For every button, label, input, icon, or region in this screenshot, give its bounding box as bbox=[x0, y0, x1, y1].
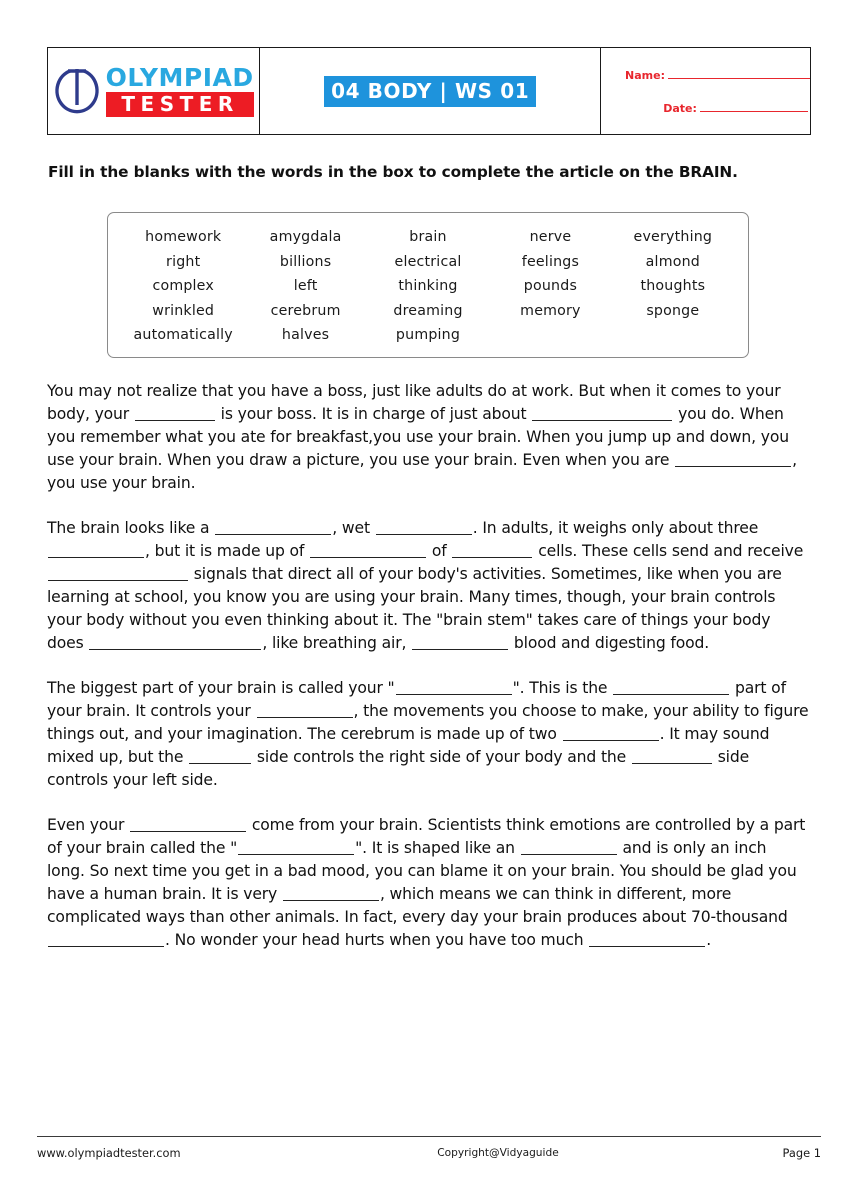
answer-blank[interactable] bbox=[452, 542, 532, 558]
answer-blank[interactable] bbox=[48, 565, 188, 581]
paragraph-text: of bbox=[427, 542, 452, 560]
paragraph-text: you do. When you remember what you ate for breakfast,you use your brain. When you jump up and down, you use your brain. When you draw a picture, you use your brain. Even when you are bbox=[47, 405, 789, 469]
paragraph-text: , the movements you choose to make, your ability to figure things out, and your imagination. The cerebrum is made up of two bbox=[47, 702, 809, 743]
date-field-row bbox=[663, 100, 808, 115]
answer-blank[interactable] bbox=[135, 405, 215, 421]
paragraph-text: . It may sound mixed up, but the bbox=[47, 725, 770, 766]
answer-blank[interactable] bbox=[215, 519, 331, 535]
paragraph-text: , you use your brain. bbox=[47, 451, 797, 492]
word-bank-item[interactable]: sponge bbox=[646, 302, 700, 319]
word-bank-item[interactable]: left bbox=[293, 278, 318, 294]
title-cell bbox=[260, 48, 601, 134]
word-bank-item[interactable]: memory bbox=[520, 302, 581, 319]
word-bank-item[interactable]: feelings bbox=[521, 253, 580, 270]
answer-blank[interactable] bbox=[613, 679, 729, 695]
word-bank-row bbox=[122, 229, 734, 245]
olympiad-circle-t-icon bbox=[54, 65, 100, 117]
date-input-line[interactable] bbox=[700, 100, 808, 112]
answer-blank[interactable] bbox=[257, 702, 353, 718]
word-bank-item[interactable]: almond bbox=[645, 253, 700, 270]
article-paragraph-1 bbox=[47, 380, 809, 495]
word-bank-item[interactable]: cerebrum bbox=[270, 302, 341, 319]
answer-blank[interactable] bbox=[48, 542, 144, 558]
paragraph-text: . No wonder your head hurts when you have too much bbox=[165, 931, 589, 949]
word-bank-item[interactable]: right bbox=[166, 253, 201, 270]
word-bank-item[interactable]: brain bbox=[409, 229, 447, 245]
word-bank-item[interactable]: halves bbox=[281, 327, 330, 343]
answer-blank[interactable] bbox=[310, 542, 426, 558]
answer-blank[interactable] bbox=[48, 931, 164, 947]
word-bank-item[interactable]: nerve bbox=[529, 229, 572, 245]
worksheet-header bbox=[47, 47, 811, 135]
paragraph-text: ". This is the bbox=[512, 679, 613, 697]
answer-blank[interactable] bbox=[412, 634, 508, 650]
word-bank-item[interactable]: amygdala bbox=[269, 229, 342, 245]
article-paragraph-4 bbox=[47, 814, 809, 952]
word-bank-row bbox=[122, 278, 734, 294]
answer-blank[interactable] bbox=[283, 885, 379, 901]
word-bank-item[interactable]: everything bbox=[633, 229, 713, 245]
paragraph-text: , wet bbox=[332, 519, 375, 537]
footer-copyright: Copyright@Vidyaguide bbox=[437, 1147, 559, 1159]
olympiad-tester-logo bbox=[54, 65, 254, 117]
paragraph-text: . In adults, it weighs only about three bbox=[472, 519, 759, 537]
paragraph-text: side controls your left side. bbox=[47, 748, 750, 789]
answer-blank[interactable] bbox=[675, 451, 791, 467]
word-bank-row bbox=[122, 254, 734, 270]
paragraph-text: is your boss. It is in charge of just about bbox=[215, 405, 532, 423]
word-bank-item bbox=[612, 327, 734, 343]
word-bank-item[interactable]: electrical bbox=[394, 253, 462, 270]
paragraph-text: part of your brain. It controls your bbox=[47, 679, 786, 720]
word-bank-item bbox=[489, 327, 611, 343]
footer-website[interactable]: www.olympiadtester.com bbox=[37, 1146, 181, 1160]
logo-cell bbox=[48, 48, 260, 134]
paragraph-text: ". It is shaped like an bbox=[355, 839, 520, 857]
answer-blank[interactable] bbox=[521, 839, 617, 855]
date-label: Date: bbox=[663, 102, 697, 115]
word-bank-box bbox=[107, 212, 749, 358]
answer-blank[interactable] bbox=[238, 839, 354, 855]
logo-tester-text: TESTER bbox=[106, 92, 254, 117]
logo-olympiad-text: OLYMPIAD bbox=[105, 63, 254, 92]
paragraph-text: , which means we can think in different, more complicated ways than other animals. In fact, every day your brain produces about 70-thousand bbox=[47, 885, 788, 926]
word-bank-item[interactable]: dreaming bbox=[393, 302, 463, 319]
footer-divider bbox=[37, 1136, 821, 1137]
paragraph-text: You may not realize that you have a boss, just like adults do at work. But when it comes to your body, your bbox=[47, 382, 781, 423]
answer-blank[interactable] bbox=[563, 725, 659, 741]
answer-blank[interactable] bbox=[89, 634, 261, 650]
paragraph-text: The biggest part of your brain is called your " bbox=[47, 679, 395, 697]
student-info-cell bbox=[601, 48, 810, 134]
page-footer bbox=[37, 1146, 821, 1160]
paragraph-text: come from your brain. Scientists think emotions are controlled by a part of your brain called the " bbox=[47, 816, 806, 857]
worksheet-title-badge: 04 BODY | WS 01 bbox=[324, 76, 536, 107]
word-bank-item[interactable]: automatically bbox=[133, 327, 233, 343]
word-bank-item[interactable]: thinking bbox=[398, 278, 458, 294]
word-bank-item[interactable]: billions bbox=[279, 253, 332, 270]
paragraph-text: . bbox=[706, 931, 712, 949]
name-label: Name: bbox=[625, 69, 665, 82]
paragraph-text: blood and digesting food. bbox=[509, 634, 710, 652]
paragraph-text: side controls the right side of your body and the bbox=[252, 748, 631, 766]
article-paragraph-3 bbox=[47, 677, 809, 792]
word-bank-item[interactable]: homework bbox=[145, 229, 222, 245]
article-body bbox=[47, 380, 809, 952]
word-bank-row bbox=[122, 327, 734, 343]
answer-blank[interactable] bbox=[632, 748, 712, 764]
word-bank-item[interactable]: wrinkled bbox=[152, 302, 215, 319]
paragraph-text: and is only an inch long. So next time you get in a bad mood, you can blame it on your brain. You should be glad you have a human brain. It is very bbox=[47, 839, 797, 903]
footer-page-number: Page 1 bbox=[782, 1146, 821, 1160]
logo-wordmark bbox=[106, 65, 254, 117]
word-bank-item[interactable]: pumping bbox=[395, 327, 461, 343]
answer-blank[interactable] bbox=[189, 748, 251, 764]
answer-blank[interactable] bbox=[396, 679, 512, 695]
paragraph-text: , but it is made up of bbox=[145, 542, 310, 560]
answer-blank[interactable] bbox=[532, 405, 672, 421]
paragraph-text: signals that direct all of your body's activities. Sometimes, like when you are learning at school, you know you are using your brain. Many times, though, your brain controls your body without you even thinking about it. The "brain stem" takes care of things your body does bbox=[47, 565, 782, 652]
answer-blank[interactable] bbox=[589, 931, 705, 947]
word-bank-item[interactable]: complex bbox=[152, 278, 214, 294]
paragraph-text: , like breathing air, bbox=[262, 634, 412, 652]
word-bank-item[interactable]: thoughts bbox=[640, 278, 706, 294]
paragraph-text: Even your bbox=[47, 816, 130, 834]
word-bank-row bbox=[122, 303, 734, 319]
answer-blank[interactable] bbox=[130, 816, 246, 832]
instruction-text: Fill in the blanks with the words in the box to complete the article on the BRAIN. bbox=[48, 163, 738, 181]
paragraph-text: The brain looks like a bbox=[47, 519, 215, 537]
word-bank-item[interactable]: pounds bbox=[523, 278, 578, 294]
name-field-row bbox=[625, 67, 810, 82]
name-input-line[interactable] bbox=[668, 67, 810, 79]
answer-blank[interactable] bbox=[376, 519, 472, 535]
article-paragraph-2 bbox=[47, 517, 809, 655]
paragraph-text: cells. These cells send and receive bbox=[533, 542, 804, 560]
